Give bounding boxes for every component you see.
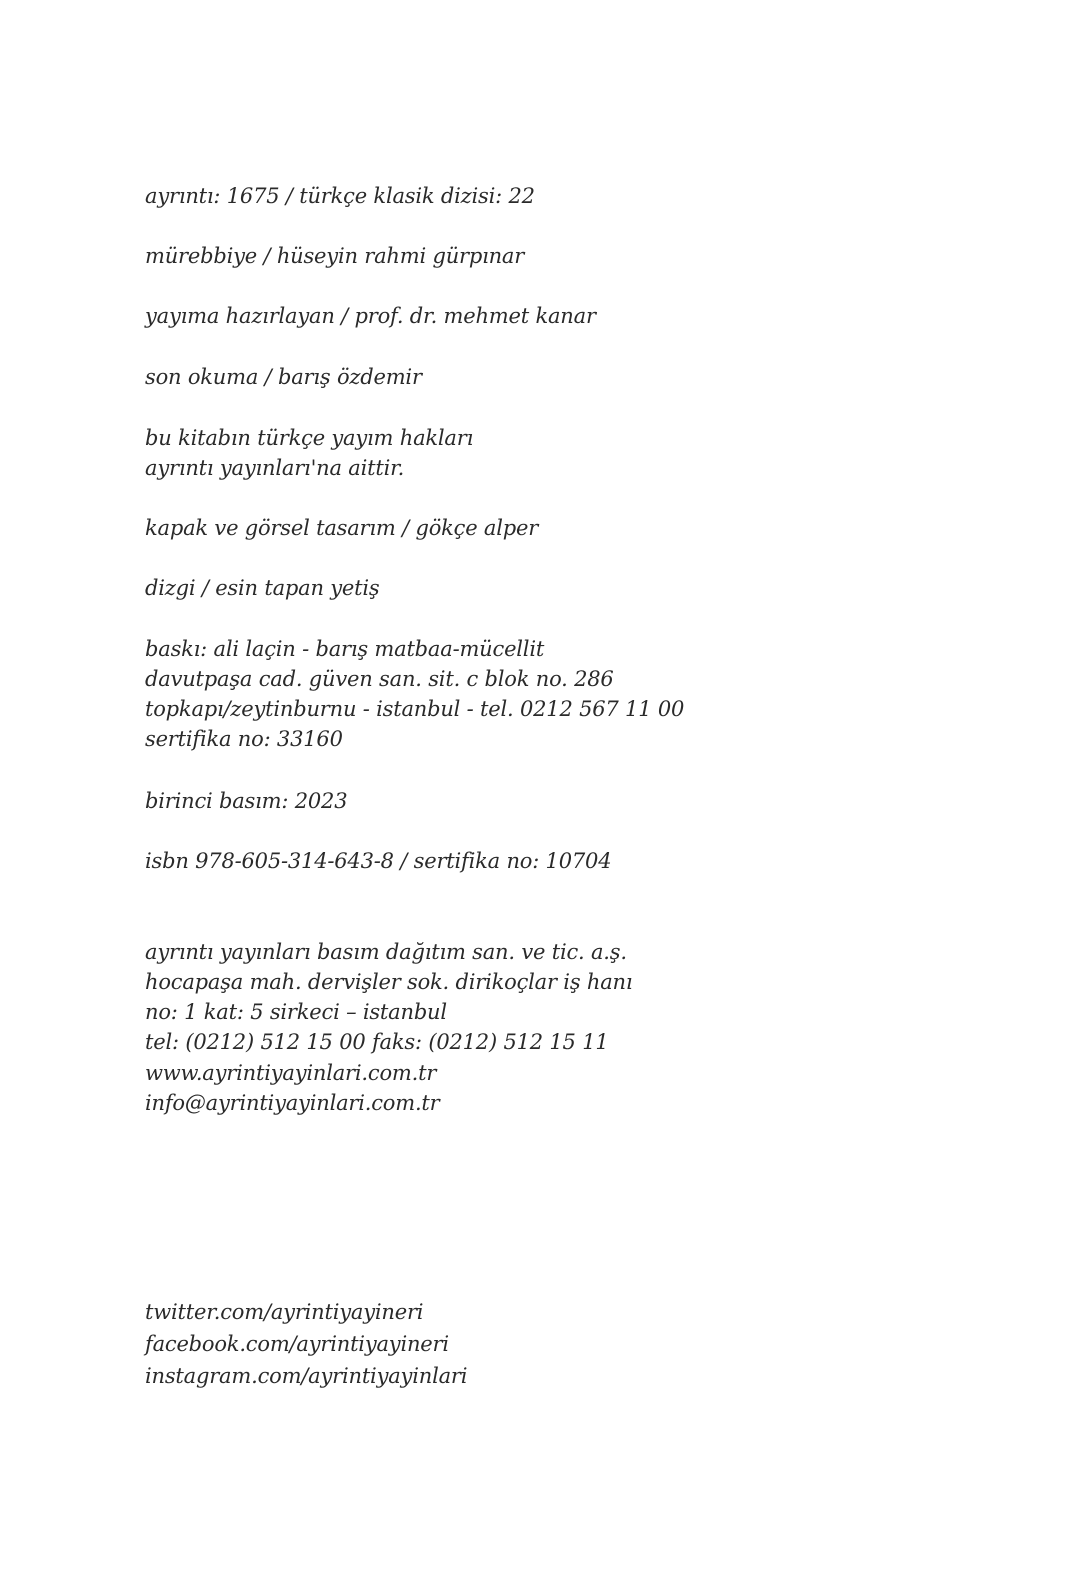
publisher-address-1: hocapaşa mah. dervişler sok. dirikoçlar iş hanı [145, 970, 633, 994]
printing-line-2: davutpaşa cad. güven san. sit. c blok no. 286 [145, 667, 614, 691]
social-instagram: instagram.com/ayrintiyayinlari [145, 1364, 468, 1388]
edition-line: birinci basım: 2023 [145, 789, 348, 813]
publisher-website: www.ayrintiyayinlari.com.tr [145, 1061, 437, 1085]
printing-line-4: sertifika no: 33160 [145, 727, 343, 751]
series-line: ayrıntı: 1675 / türkçe klasik dizisi: 22 [145, 184, 535, 208]
cover-design-line: kapak ve görsel tasarım / gökçe alper [145, 516, 539, 540]
printing-line-3: topkapı/zeytinburnu - istanbul - tel. 0212 567 11 00 [145, 697, 685, 721]
rights-line-1: bu kitabın türkçe yayım hakları [145, 426, 474, 450]
publisher-email: info@ayrintiyayinlari.com.tr [145, 1091, 440, 1115]
typesetting-line: dizgi / esin tapan yetiş [145, 576, 380, 600]
printing-line-1: baskı: ali laçin - barış matbaa-mücellit [145, 637, 545, 661]
social-facebook: facebook.com/ayrintiyayineri [145, 1332, 449, 1356]
isbn-line: isbn 978-605-314-643-8 / sertifika no: 10704 [145, 849, 612, 873]
social-twitter: twitter.com/ayrintiyayineri [145, 1300, 424, 1324]
proofreading-line: son okuma / barış özdemir [145, 365, 422, 389]
publisher-phone: tel: (0212) 512 15 00 faks: (0212) 512 15 11 [145, 1030, 609, 1054]
publisher-address-2: no: 1 kat: 5 sirkeci – istanbul [145, 1000, 447, 1024]
title-author-line: mürebbiye / hüseyin rahmi gürpınar [145, 244, 525, 268]
editor-line: yayıma hazırlayan / prof. dr. mehmet kanar [145, 304, 596, 328]
publisher-name: ayrıntı yayınları basım dağıtım san. ve tic. a.ş. [145, 940, 627, 964]
rights-line-2: ayrıntı yayınları'na aittir. [145, 456, 405, 480]
